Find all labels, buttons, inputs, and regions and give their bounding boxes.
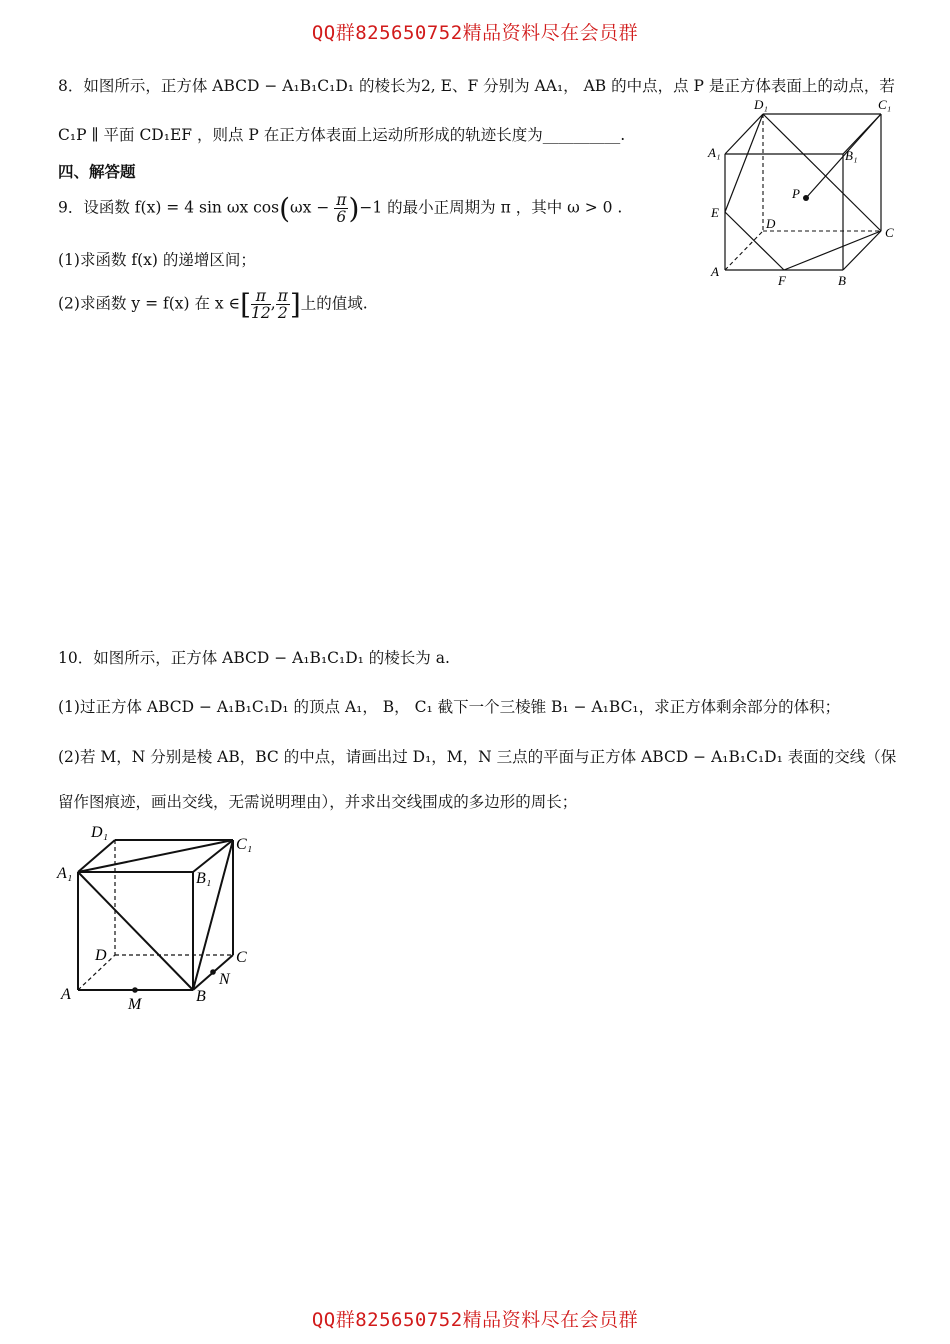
- q9-fraction: $\frac{\pi}{6}$: [336, 191, 347, 226]
- header-banner: QQ群825650752精品资料尽在会员群: [311, 22, 639, 44]
- label2-N: N: [219, 971, 230, 988]
- q10-sub2: (2)若 M，N 分别是棱 AB，BC 的中点，请画出过 D₁，M，N 三点的平面与正方体 ABCD − A₁B₁C₁D₁ 表面的交线（保: [58, 748, 897, 766]
- q9-sub2: (2)求函数 y = f(x) 在 x ∈[ $\frac{\pi}{12}$ , $\frac{\pi}{2}$ ]上的值域.: [58, 287, 368, 322]
- q8-line1: 8．如图所示，正方体 ABCD − A₁B₁C₁D₁ 的棱长为2, E、F 分别为 AA₁， AB 的中点，点 P 是正方体表面上的动点，若: [58, 77, 895, 95]
- section-title: 四、解答题: [58, 163, 136, 181]
- q10-line1: 10．如图所示，正方体 ABCD − A₁B₁C₁D₁ 的棱长为 a.: [58, 649, 450, 667]
- footer-banner: QQ群825650752精品资料尽在会员群: [311, 1309, 639, 1331]
- label-P: P: [792, 186, 800, 201]
- label2-A1: A₁: [57, 865, 73, 882]
- label-A: A: [711, 264, 719, 279]
- label-D1: D₁: [754, 97, 768, 112]
- figure-cube-tetrahedron: [55, 820, 270, 1020]
- q8-line2: C₁P ∥ 平面 CD₁EF ，则点 P 在正方体表面上运动所形成的轨迹长度为__________.: [58, 126, 626, 144]
- q9-part-b: ωx −: [290, 198, 330, 217]
- label-E: E: [711, 205, 719, 220]
- label-F: F: [778, 273, 786, 288]
- label-B: B: [838, 273, 846, 288]
- label-B1: B₁: [845, 148, 858, 163]
- label-A1: A₁: [708, 145, 721, 160]
- q9-line1: 9．设函数 f(x) = 4 sin ωx cos(ωx − $\frac{\pi}{6}$ )−1 的最小正周期为 π ，其中 ω > 0 .: [58, 191, 623, 226]
- label2-B: B: [196, 988, 206, 1005]
- figure-cube-p: [700, 92, 910, 292]
- label2-B1: B₁: [196, 870, 212, 887]
- label2-M: M: [128, 996, 142, 1013]
- label-C1: C₁: [878, 97, 892, 112]
- label-C: C: [885, 225, 894, 240]
- label2-A: A: [61, 986, 71, 1003]
- label2-D: D: [95, 947, 107, 964]
- q10-sub2-cont: 留作图痕迹，画出交线，无需说明理由），并求出交线围成的多边形的周长；: [58, 793, 578, 811]
- q9-part-c: −1 的最小正周期为 π ，其中 ω > 0 .: [359, 198, 623, 217]
- label2-C1: C₁: [236, 836, 253, 853]
- q9-sub1: (1)求函数 f(x) 的递增区间；: [58, 251, 256, 269]
- q10-sub1: (1)过正方体 ABCD − A₁B₁C₁D₁ 的顶点 A₁， B， C₁ 截下一个三棱锥 B₁ − A₁BC₁，求正方体剩余部分的体积；: [58, 698, 841, 716]
- label2-D1: D₁: [91, 824, 109, 841]
- q9-part-a: 9．设函数 f(x) = 4 sin ωx cos: [58, 198, 280, 217]
- label-D: D: [766, 216, 776, 231]
- label2-C: C: [236, 949, 247, 966]
